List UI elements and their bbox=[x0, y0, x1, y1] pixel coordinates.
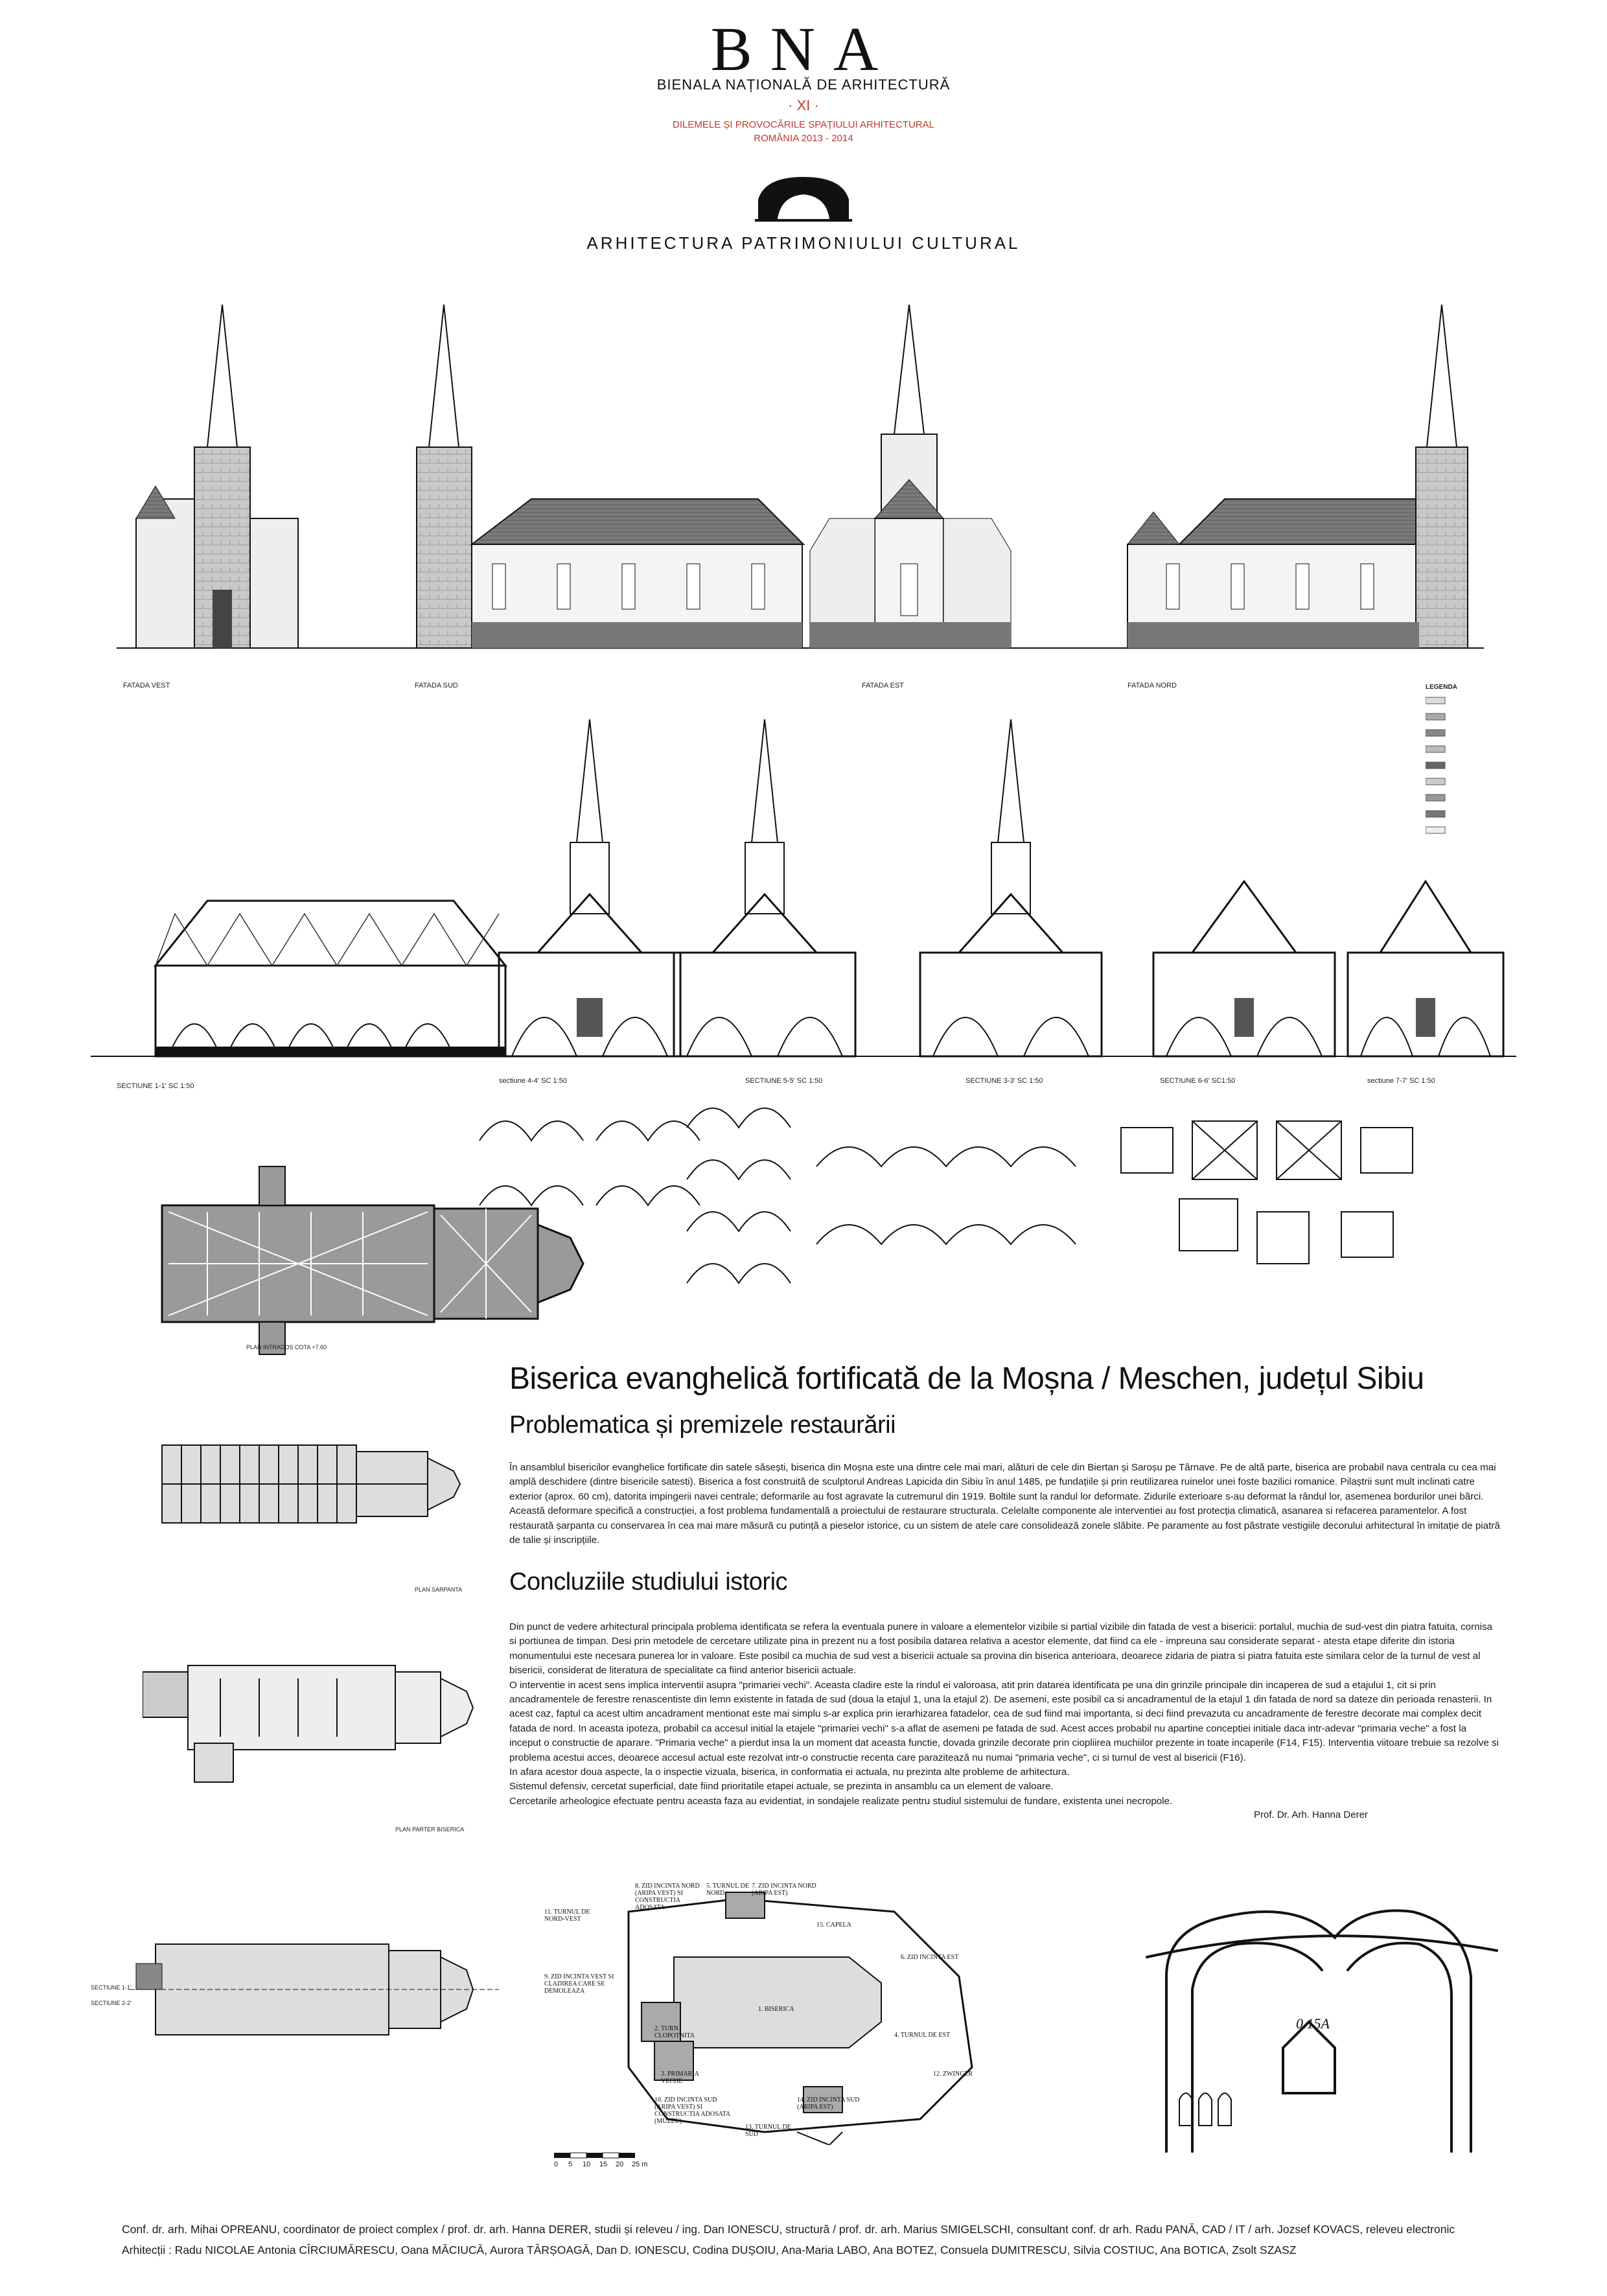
facades-drawing bbox=[117, 305, 1484, 667]
section-4-4 bbox=[499, 719, 680, 1056]
site-label-5: 5. TURNUL DE NORD bbox=[706, 1883, 749, 1897]
scale-tick: 0 bbox=[554, 2161, 559, 2168]
page-title: Biserica evanghelică fortificată de la Moșna / Meschen, județul Sibiu bbox=[509, 1362, 1424, 1396]
site-plan-labels bbox=[544, 1883, 1037, 2142]
facade-east bbox=[810, 305, 1011, 648]
scale-tick: 10 bbox=[583, 2161, 591, 2168]
site-label-3: 3. PRIMARIA VECHE bbox=[661, 2070, 699, 2085]
vault-details-drawing bbox=[143, 1102, 1523, 1367]
site-label-1: 1. BISERICA bbox=[758, 2006, 794, 2013]
site-label-15: 15. CAPELA bbox=[816, 1921, 851, 1929]
foundation-plan bbox=[130, 1866, 499, 2080]
site-label-6: 6. ZID INCINTA EST bbox=[901, 1954, 959, 1961]
facade-label-west: FATADA VEST bbox=[123, 682, 170, 690]
site-label-2: 2. TURN CLOPOTNITA bbox=[654, 2025, 695, 2039]
sketch-label: 0.15A bbox=[1296, 2015, 1330, 2032]
section-3-3 bbox=[920, 719, 1102, 1056]
section-label-5: SECTIUNE 5-5' SC 1:50 bbox=[745, 1077, 823, 1085]
facade-label-east: FATADA EST bbox=[862, 682, 904, 690]
site-label-9: 9. ZID INCINTA VEST SI CLADIREA CARE SE DEMOLEAZA bbox=[544, 1973, 614, 1995]
credits-line: Conf. dr. arh. Mihai OPREANU, coordinator de proiect complex / prof. dr. arh. Hanna DERER, studii și releveu / ing. Dan IONESCU, structură / prof. dr. arh. Marius SMIGELSCHI, consultant conf. dr arh. Radu PANĂ, CAD / IT / arh. Jozsef KOVACS, releveu electronic bbox=[122, 2223, 1455, 2236]
section-label-6: SECTIUNE 6-6' SC1:50 bbox=[1160, 1077, 1236, 1085]
section-title: ARHITECTURA PATRIMONIULUI CULTURAL bbox=[586, 233, 1021, 253]
section-6-6 bbox=[1153, 881, 1335, 1056]
section-label-1: SECTIUNE 1-1' SC 1:50 bbox=[117, 1082, 194, 1090]
credits bbox=[122, 2219, 1547, 2260]
site-label-13: 13. TURNUL DE SUD bbox=[745, 2124, 791, 2138]
credits-line: Arhitecții : Radu NICOLAE Antonia CÎRCIUMĂRESCU, Oana MĂCIUCĂ, Aurora TÂRȘOAGĂ, Dan D. IONESCU, Codina DUȘOIU, Ana-Maria LABO, Ana BOTEZ, Consuela DUMITRESCU, Silvia COSTIUC, Ana BOTICA, Zsolt SZASZ bbox=[122, 2244, 1297, 2256]
biennale-theme: DILEMELE ȘI PROVOCĂRILE SPAȚIULUI ARHITECTURAL bbox=[673, 119, 934, 130]
subtitle-restoration: Problematica și premizele restaurării bbox=[509, 1411, 896, 1439]
plan-intrados-label: PLAN INTRADOS COTA +7.60 bbox=[246, 1344, 327, 1351]
scale-tick: 25 m bbox=[632, 2161, 648, 2168]
section-1-1 bbox=[156, 901, 505, 1056]
site-label-8: 8. ZID INCINTA NORD (ARIPA VEST) SI CONSTRUCTIA ADOSATA bbox=[635, 1883, 700, 1911]
scale-tick: 5 bbox=[568, 2161, 573, 2168]
roof-and-floor-plans bbox=[143, 1406, 480, 1840]
legend-title: LEGENDA bbox=[1426, 684, 1457, 691]
plan-sarpanta bbox=[162, 1445, 460, 1523]
plan-intrados bbox=[162, 1166, 583, 1354]
sections-drawing bbox=[91, 719, 1516, 1069]
text-historical-study: Din punct de vedere arhitectural principala problema identificata se refera la eventuala punere in valoare a elementelor vizibile si partial vizibile din fatada de vest a bisericii: portalul, muchia de sud-vest din piatra fatuita, cornisa si portiunea de timpan. Desi prin metodele de cercetare utilizate pina in prezent nu a fost posibila datarea relativa a acestor elemente, dat fiind ca ele - impreuna sau considerate separat - atesta etape diferite din istoria monumentului este necesara punerea lor in valoare. Este posibil ca muchia de sud vest a bisericii actuale sa provina din biserica anterioara, deoarece zidaria de piatra si piatra fatuita este similara celor de la turnul de vest al bisericii, considerat de literatura de specialitate ca fiind anterior bisericii actuale. O interventie in acest sens implica interventii asupra "primariei vechi". Aceasta cladire este la rindul ei valoroasa, atit prin datarea identificata pe una din grinzile principale din incaperea de sud a etajului 1, cit si prin ancadramentele de ferestre renascentiste din lemn existente in fatada de sud (doua la etajul 1, una la etajul 2). De asemeni, este posibil ca si ancadramentul de la etajul 1 din fatada de nord sa dateze din perioada renasterii. In acest caz, faptul ca acest ultim ancadrament mentionat este mai simplu s-ar explica prin ierarhizarea fatadelor, cea de sud fiind mai importanta, si deci fiind prevazuta cu ancadramente de ferestre decorate mai complex decit fatada de nord. In aceasta ipoteza, probabil ca accesul initial la etajele "primariei vechi" s-a aflat de asemeni pe fatada de sud. Acest acces probabil nu apartine conceptiei initiale daca intr-adevar "primaria veche" a fost la inceput o constructie de aparare. "Primaria veche" a pierdut insa la un moment dat aceasta functie, dovada grinzile decorate prin ciopliirea muchiilor prezente in toate incaperile (F14, F15). Interventia viitoare trebuie sa rezolve si problema acestui acces, deoarece accesul actual este rezolvat intr-o constructie recenta care parazitează nu numai "primaria veche", ci si turnul de vest al bisericii (F16). In afara acestor doua aspecte, la o inspectie vizuala, biserica, in conformatia ei actuala, nu prezinta alte probleme de arhitectura. Sistemul defensiv, cercetat superficial, date fiind prioritatile etapei actuale, se prezinta in ansamblu ca un element de valoare. Cercetarile arheologice efectuate pentru aceasta faza au evidentiat, in sondajele realizate pentru studiul sistemului de fundare, existenta unei necropole. bbox=[509, 1621, 1499, 1807]
facade-south bbox=[417, 305, 804, 648]
plan-parter-label: PLAN PARTER BISERICA bbox=[395, 1826, 465, 1833]
section-emblem-icon bbox=[752, 174, 855, 226]
scale-bar bbox=[554, 2151, 716, 2171]
site-label-12: 12. ZWINGER bbox=[933, 2070, 973, 2078]
site-label-11: 11. TURNUL DE NORD-VEST bbox=[544, 1908, 590, 1923]
section-label-7: sectiune 7-7' SC 1:50 bbox=[1367, 1077, 1435, 1085]
section-2-marker: SECTIUNE 2-2' bbox=[91, 2000, 132, 2006]
site-label-14: 14. ZID INCINTA SUD (ARIPA EST) bbox=[797, 2096, 860, 2111]
biennale-years: ROMÂNIA 2013 - 2014 bbox=[754, 133, 853, 144]
biennale-name: BIENALA NAȚIONALĂ DE ARHITECTURĂ bbox=[656, 76, 951, 93]
facade-label-north: FATADA NORD bbox=[1127, 682, 1177, 690]
scale-tick: 15 bbox=[599, 2161, 608, 2168]
subtitle-historical-study: Concluziile studiului istoric bbox=[509, 1568, 788, 1595]
site-label-7: 7. ZID INCINTA NORD (ARIPA EST) bbox=[752, 1883, 816, 1897]
plan-parter bbox=[143, 1665, 473, 1782]
bna-logo: BNA bbox=[710, 14, 897, 84]
section-label-4: sectiune 4-4' SC 1:50 bbox=[499, 1077, 567, 1085]
section-5-5 bbox=[674, 719, 855, 1056]
edition-number: · XI · bbox=[788, 97, 819, 113]
scale-tick: 20 bbox=[616, 2161, 624, 2168]
site-label-4: 4. TURNUL DE EST bbox=[894, 2032, 951, 2039]
facade-label-south: FATADA SUD bbox=[415, 682, 458, 690]
scale-bar-graphic bbox=[554, 2151, 684, 2159]
site-label-10: 10. ZID INCINTA SUD (ARIPA VEST) SI CONSTRUCTIA ADOSATA (MUZEU) bbox=[654, 2096, 730, 2125]
facade-north bbox=[1127, 305, 1468, 648]
section-label-3: SECTIUNE 3-3' SC 1:50 bbox=[965, 1077, 1043, 1085]
tower-plans bbox=[1121, 1121, 1413, 1264]
signature: Prof. Dr. Arh. Hanna Derer bbox=[1254, 1809, 1368, 1820]
section-1-marker: SECTIUNE 1-1' bbox=[91, 1984, 132, 1991]
text-restoration: În ansamblul bisericilor evanghelice fortificate din satele săsești, biserica din Moșna este una dintre cele mai mari, alături de cele din Biertan și Saroșu pe Târnave. Pe de altă parte, biserica are probabil nava centrala cu cea mai amplă deschidere (dintre bisericile satesti). Biserica a fost construită de sculptorul Andreas Lapicida din Sibiu în anul 1485, pe fundațiile și prin reutilizarea ruinelor unei foste bazilici romanice. Pilaștrii sunt mult inclinati catre exterior (aprox. 60 cm), datorita impingerii navei centrale; deformarile au fost agravate la cutremurul din 1919. Boltile sunt la randul lor deformate. Zidurile exterioare s-au deformat la rândul lor, asemenea bordurilor unei bărci. Această deformare specifică a construcției, a fost problema fundamentală a proiectului de restaurare structurala. Celelalte componente ale interventiei au fost protecția climatică, asanarea si refacerea paramentelor. A fost restaurată șarpanta cu conservarea în cea mai mare măsură cu putință a pieselor istorice, cu un sistem de atele care consolidează zonele slăbite. Pe paramente au fost păstrate vestigiile decorului arhitectural în imitație de piatră de talie și inscripțiile. bbox=[509, 1462, 1500, 1546]
facade-west bbox=[136, 305, 298, 648]
section-7-7 bbox=[1348, 881, 1503, 1056]
plan-sarpanta-label: PLAN SARPANTA bbox=[415, 1586, 463, 1593]
